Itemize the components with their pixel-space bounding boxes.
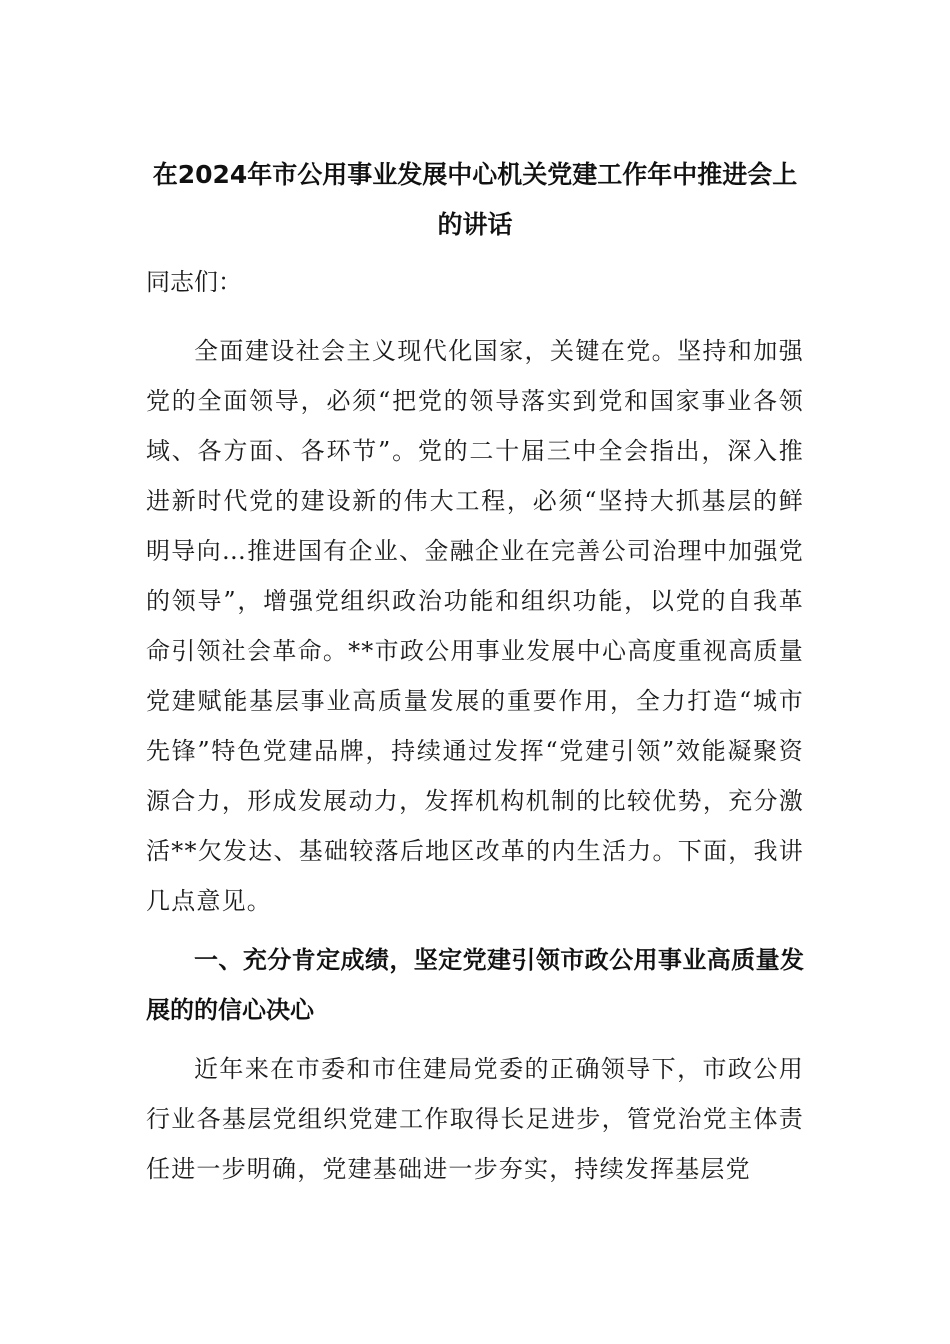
salutation: 同志们： [146,268,242,296]
body-paragraph: 全面建设社会主义现代化国家，关键在党。坚持和加强党的全面领导，必须“把党的领导落实到党和国家事业各领域、各方面、各环节”。党的二十届三中全会指出，深入推进新时代党的建设新的伟大工程，必须“坚持大抓基层的鲜明导向…推进国有企业、金融企业在完善公司治理中加强党的领导”，增强党组织政治功能和组织功能，以党的自我革命引领社会革命。**市政公用事业发展中心高度重视高质量党建赋能基层事业高质量发展的重要作用，全力打造“城市先锋”特色党建品牌，持续通过发挥“党建引领”效能凝聚资源合力，形成发展动力，发挥机构机制的比较优势，充分激活**欠发达、基础较落后地区改革的内生活力。下面，我讲几点意见。 [146,337,804,915]
section-heading: 一、充分肯定成绩，坚定党建引领市政公用事业高质量发展的的信心决心 [146,946,804,1024]
document-title: 在2024年市公用事业发展中心机关党建工作年中推进会上的讲话 [152,160,798,239]
body-paragraph: 近年来在市委和市住建局党委的正确领导下，市政公用行业各基层党组织党建工作取得长足进步，管党治党主体责任进一步明确，党建基础进一步夯实，持续发挥基层党 [146,1055,804,1183]
